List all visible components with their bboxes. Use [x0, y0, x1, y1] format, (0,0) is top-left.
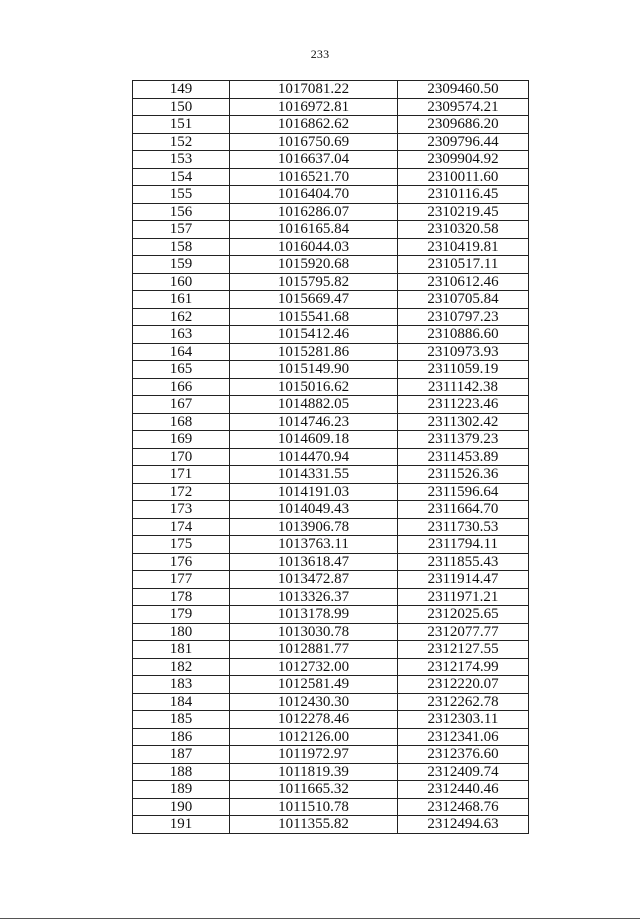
point-number-cell: 184 — [133, 693, 230, 711]
page-bottom-edge — [0, 918, 640, 919]
table-row — [133, 623, 529, 641]
point-number-cell: 174 — [133, 518, 230, 536]
table-row — [133, 448, 529, 466]
point-number-cell: 153 — [133, 151, 230, 169]
table-row — [133, 273, 529, 291]
table-row — [133, 291, 529, 309]
x-coordinate-cell: 1015281.86 — [230, 343, 398, 361]
point-number-cell: 175 — [133, 536, 230, 554]
y-coordinate-cell: 2311596.64 — [398, 483, 529, 501]
x-coordinate-cell: 1013178.99 — [230, 606, 398, 624]
point-number-cell: 168 — [133, 413, 230, 431]
y-coordinate-cell: 2312341.06 — [398, 728, 529, 746]
y-coordinate-cell: 2311526.36 — [398, 466, 529, 484]
x-coordinate-cell: 1015795.82 — [230, 273, 398, 291]
table-row — [133, 676, 529, 694]
table-body — [133, 81, 529, 834]
point-number-cell: 183 — [133, 676, 230, 694]
table-row — [133, 168, 529, 186]
point-number-cell: 179 — [133, 606, 230, 624]
x-coordinate-cell: 1016044.03 — [230, 238, 398, 256]
table-row — [133, 711, 529, 729]
point-number-cell: 163 — [133, 326, 230, 344]
table-row — [133, 256, 529, 274]
y-coordinate-cell: 2310219.45 — [398, 203, 529, 221]
y-coordinate-cell: 2312262.78 — [398, 693, 529, 711]
y-coordinate-cell: 2310886.60 — [398, 326, 529, 344]
point-number-cell: 159 — [133, 256, 230, 274]
x-coordinate-cell: 1015016.62 — [230, 378, 398, 396]
y-coordinate-cell: 2311302.42 — [398, 413, 529, 431]
y-coordinate-cell: 2311730.53 — [398, 518, 529, 536]
x-coordinate-cell: 1014746.23 — [230, 413, 398, 431]
y-coordinate-cell: 2312303.11 — [398, 711, 529, 729]
y-coordinate-cell: 2312077.77 — [398, 623, 529, 641]
point-number-cell: 157 — [133, 221, 230, 239]
table-row — [133, 781, 529, 799]
y-coordinate-cell: 2309904.92 — [398, 151, 529, 169]
point-number-cell: 189 — [133, 781, 230, 799]
point-number-cell: 188 — [133, 763, 230, 781]
y-coordinate-cell: 2309574.21 — [398, 98, 529, 116]
page-number: 233 — [310, 47, 330, 61]
point-number-cell: 166 — [133, 378, 230, 396]
y-coordinate-cell: 2310116.45 — [398, 186, 529, 204]
x-coordinate-cell: 1016404.70 — [230, 186, 398, 204]
y-coordinate-cell: 2311664.70 — [398, 501, 529, 519]
x-coordinate-cell: 1013472.87 — [230, 571, 398, 589]
point-number-cell: 171 — [133, 466, 230, 484]
point-number-cell: 185 — [133, 711, 230, 729]
table-row — [133, 221, 529, 239]
x-coordinate-cell: 1014470.94 — [230, 448, 398, 466]
coordinates-table — [132, 80, 529, 834]
point-number-cell: 180 — [133, 623, 230, 641]
table-row — [133, 641, 529, 659]
x-coordinate-cell: 1015412.46 — [230, 326, 398, 344]
x-coordinate-cell: 1013906.78 — [230, 518, 398, 536]
y-coordinate-cell: 2310011.60 — [398, 168, 529, 186]
table-row — [133, 518, 529, 536]
table-row — [133, 81, 529, 99]
y-coordinate-cell: 2310973.93 — [398, 343, 529, 361]
point-number-cell: 186 — [133, 728, 230, 746]
y-coordinate-cell: 2310517.11 — [398, 256, 529, 274]
table-row — [133, 588, 529, 606]
y-coordinate-cell: 2311855.43 — [398, 553, 529, 571]
x-coordinate-cell: 1017081.22 — [230, 81, 398, 99]
table-row — [133, 763, 529, 781]
x-coordinate-cell: 1011819.39 — [230, 763, 398, 781]
table-row — [133, 466, 529, 484]
point-number-cell: 149 — [133, 81, 230, 99]
table-row — [133, 203, 529, 221]
y-coordinate-cell: 2312409.74 — [398, 763, 529, 781]
y-coordinate-cell: 2312025.65 — [398, 606, 529, 624]
table-row — [133, 728, 529, 746]
point-number-cell: 169 — [133, 431, 230, 449]
y-coordinate-cell: 2310612.46 — [398, 273, 529, 291]
table-row — [133, 238, 529, 256]
point-number-cell: 150 — [133, 98, 230, 116]
x-coordinate-cell: 1016286.07 — [230, 203, 398, 221]
point-number-cell: 160 — [133, 273, 230, 291]
point-number-cell: 164 — [133, 343, 230, 361]
table-row — [133, 431, 529, 449]
point-number-cell: 161 — [133, 291, 230, 309]
x-coordinate-cell: 1015541.68 — [230, 308, 398, 326]
point-number-cell: 172 — [133, 483, 230, 501]
table-row — [133, 693, 529, 711]
y-coordinate-cell: 2310419.81 — [398, 238, 529, 256]
table-row — [133, 413, 529, 431]
table-row — [133, 98, 529, 116]
y-coordinate-cell: 2312174.99 — [398, 658, 529, 676]
point-number-cell: 158 — [133, 238, 230, 256]
x-coordinate-cell: 1012126.00 — [230, 728, 398, 746]
point-number-cell: 190 — [133, 798, 230, 816]
table-row — [133, 571, 529, 589]
table-row — [133, 396, 529, 414]
point-number-cell: 176 — [133, 553, 230, 571]
table-row — [133, 378, 529, 396]
y-coordinate-cell: 2309796.44 — [398, 133, 529, 151]
x-coordinate-cell: 1015669.47 — [230, 291, 398, 309]
x-coordinate-cell: 1012278.46 — [230, 711, 398, 729]
y-coordinate-cell: 2311223.46 — [398, 396, 529, 414]
table-row — [133, 816, 529, 834]
table-row — [133, 133, 529, 151]
x-coordinate-cell: 1014049.43 — [230, 501, 398, 519]
point-number-cell: 167 — [133, 396, 230, 414]
table-row — [133, 501, 529, 519]
x-coordinate-cell: 1014882.05 — [230, 396, 398, 414]
x-coordinate-cell: 1014191.03 — [230, 483, 398, 501]
point-number-cell: 191 — [133, 816, 230, 834]
table-row — [133, 343, 529, 361]
table-row — [133, 658, 529, 676]
table-row — [133, 553, 529, 571]
point-number-cell: 182 — [133, 658, 230, 676]
x-coordinate-cell: 1011510.78 — [230, 798, 398, 816]
y-coordinate-cell: 2312220.07 — [398, 676, 529, 694]
x-coordinate-cell: 1015149.90 — [230, 361, 398, 379]
x-coordinate-cell: 1013326.37 — [230, 588, 398, 606]
x-coordinate-cell: 1011665.32 — [230, 781, 398, 799]
point-number-cell: 155 — [133, 186, 230, 204]
point-number-cell: 177 — [133, 571, 230, 589]
y-coordinate-cell: 2311971.21 — [398, 588, 529, 606]
table-row — [133, 361, 529, 379]
point-number-cell: 152 — [133, 133, 230, 151]
y-coordinate-cell: 2312127.55 — [398, 641, 529, 659]
y-coordinate-cell: 2312494.63 — [398, 816, 529, 834]
y-coordinate-cell: 2310320.58 — [398, 221, 529, 239]
point-number-cell: 173 — [133, 501, 230, 519]
point-number-cell: 151 — [133, 116, 230, 134]
x-coordinate-cell: 1016637.04 — [230, 151, 398, 169]
point-number-cell: 178 — [133, 588, 230, 606]
y-coordinate-cell: 2311059.19 — [398, 361, 529, 379]
y-coordinate-cell: 2311453.89 — [398, 448, 529, 466]
table-row — [133, 116, 529, 134]
table-row — [133, 151, 529, 169]
x-coordinate-cell: 1012430.30 — [230, 693, 398, 711]
table-row — [133, 308, 529, 326]
x-coordinate-cell: 1016750.69 — [230, 133, 398, 151]
x-coordinate-cell: 1012881.77 — [230, 641, 398, 659]
table-row — [133, 606, 529, 624]
x-coordinate-cell: 1011972.97 — [230, 746, 398, 764]
y-coordinate-cell: 2312376.60 — [398, 746, 529, 764]
point-number-cell: 154 — [133, 168, 230, 186]
x-coordinate-cell: 1012732.00 — [230, 658, 398, 676]
y-coordinate-cell: 2311914.47 — [398, 571, 529, 589]
y-coordinate-cell: 2312468.76 — [398, 798, 529, 816]
table-row — [133, 483, 529, 501]
x-coordinate-cell: 1016521.70 — [230, 168, 398, 186]
x-coordinate-cell: 1013763.11 — [230, 536, 398, 554]
table-row — [133, 326, 529, 344]
point-number-cell: 156 — [133, 203, 230, 221]
y-coordinate-cell: 2310797.23 — [398, 308, 529, 326]
x-coordinate-cell: 1014331.55 — [230, 466, 398, 484]
y-coordinate-cell: 2311142.38 — [398, 378, 529, 396]
y-coordinate-cell: 2309686.20 — [398, 116, 529, 134]
y-coordinate-cell: 2311379.23 — [398, 431, 529, 449]
x-coordinate-cell: 1015920.68 — [230, 256, 398, 274]
x-coordinate-cell: 1013618.47 — [230, 553, 398, 571]
x-coordinate-cell: 1013030.78 — [230, 623, 398, 641]
point-number-cell: 162 — [133, 308, 230, 326]
point-number-cell: 165 — [133, 361, 230, 379]
x-coordinate-cell: 1016972.81 — [230, 98, 398, 116]
y-coordinate-cell: 2312440.46 — [398, 781, 529, 799]
table-row — [133, 746, 529, 764]
y-coordinate-cell: 2309460.50 — [398, 81, 529, 99]
x-coordinate-cell: 1014609.18 — [230, 431, 398, 449]
x-coordinate-cell: 1016862.62 — [230, 116, 398, 134]
x-coordinate-cell: 1012581.49 — [230, 676, 398, 694]
y-coordinate-cell: 2311794.11 — [398, 536, 529, 554]
point-number-cell: 187 — [133, 746, 230, 764]
y-coordinate-cell: 2310705.84 — [398, 291, 529, 309]
x-coordinate-cell: 1011355.82 — [230, 816, 398, 834]
table-row — [133, 798, 529, 816]
table-row — [133, 186, 529, 204]
table-row — [133, 536, 529, 554]
point-number-cell: 181 — [133, 641, 230, 659]
point-number-cell: 170 — [133, 448, 230, 466]
x-coordinate-cell: 1016165.84 — [230, 221, 398, 239]
